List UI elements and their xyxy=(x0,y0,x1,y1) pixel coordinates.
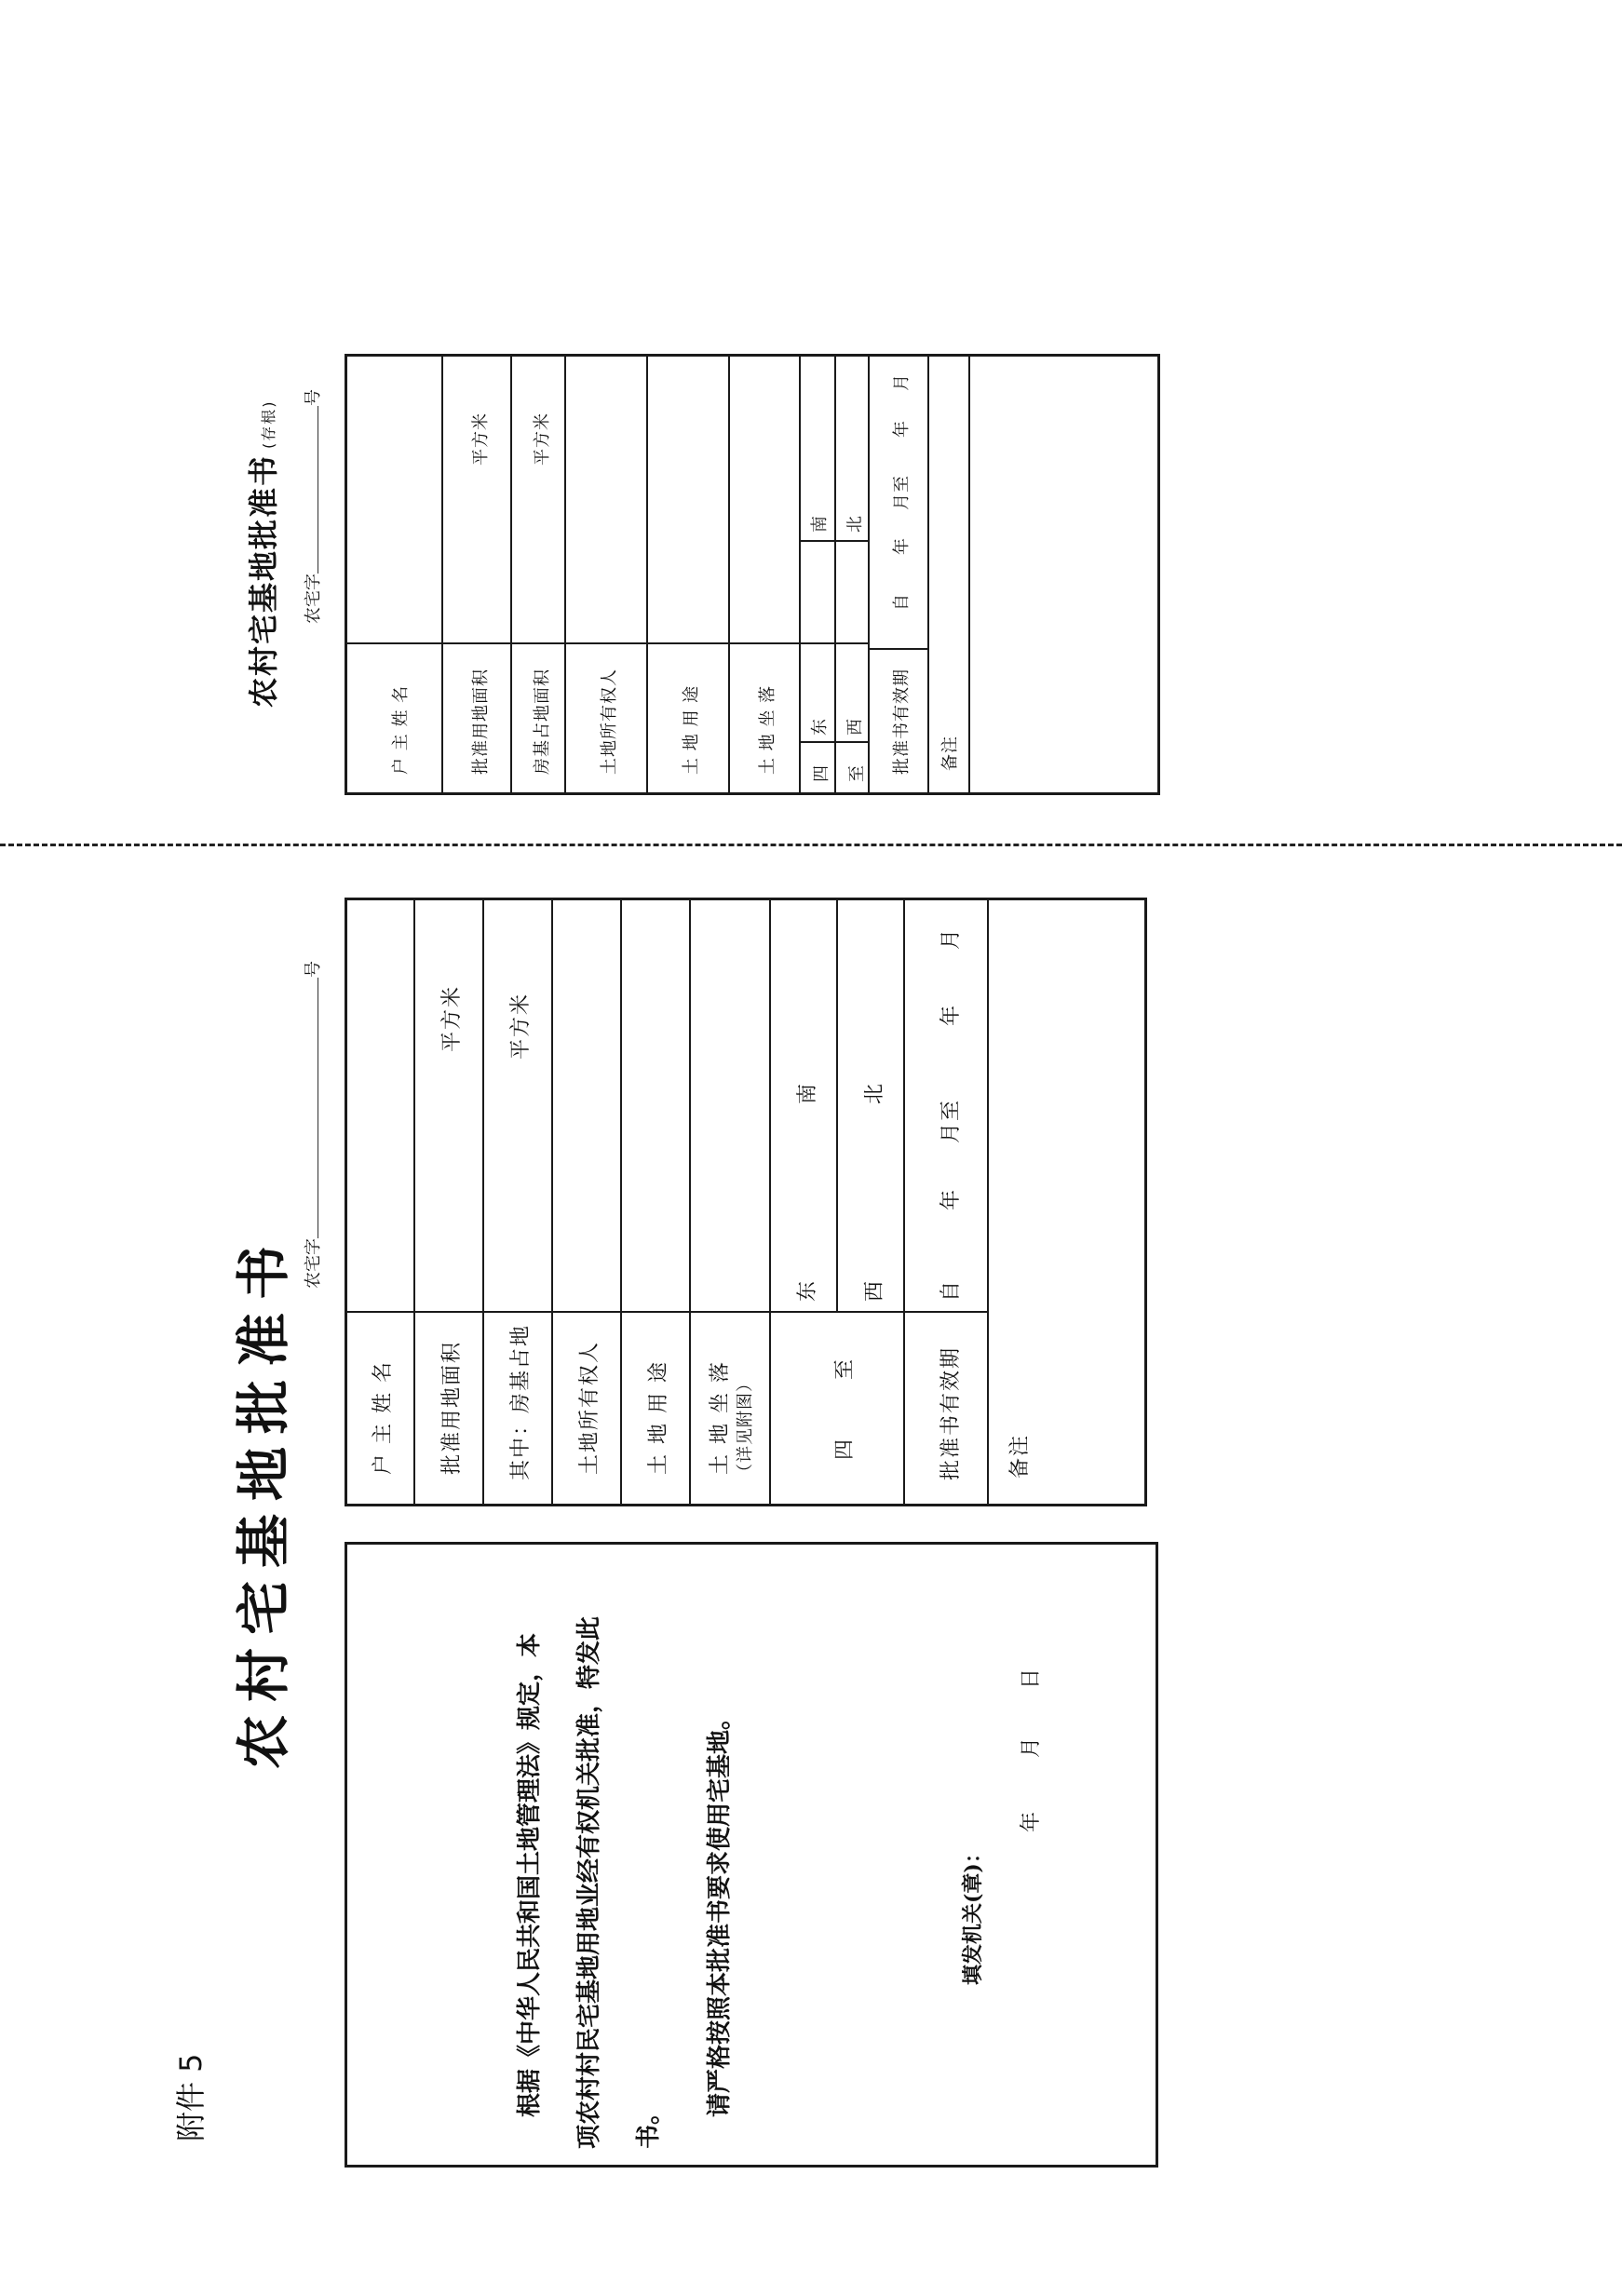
cut-line xyxy=(0,844,1622,846)
stub-bound-zhi: 至 xyxy=(847,764,867,782)
cert-validity-year2: 年 xyxy=(939,1003,963,1026)
cert-validity-month-to: 月至 xyxy=(939,1098,963,1143)
stub-validity-label: 批准书有效期 xyxy=(892,669,912,775)
cert-house-area-label: 其中：房基占地 xyxy=(509,1323,533,1480)
cert-body-line4: 请严格按照本批准书要求使用宅基地。 xyxy=(706,1705,734,2117)
stub-land-owner-label: 土地所有权人 xyxy=(600,669,619,775)
cert-validity-from: 自 xyxy=(939,1278,963,1302)
cert-owner-name-label: 户 主 姓 名 xyxy=(372,1360,395,1475)
cert-issuer-label: 填发机关(章)： xyxy=(961,1843,985,1985)
stub-owner-name-label: 户 主 姓 名 xyxy=(391,684,411,775)
stub-north: 北 xyxy=(845,515,865,533)
cert-land-use-label: 土 地 用 途 xyxy=(647,1360,670,1475)
cert-date-year: 年 xyxy=(1020,1811,1043,1832)
cert-land-owner-label: 土地所有权人 xyxy=(578,1340,601,1475)
stub-validity-month2: 月 xyxy=(892,373,912,391)
stub-south: 南 xyxy=(810,515,830,533)
stub-west: 西 xyxy=(845,718,865,736)
cert-house-area-unit: 平方米 xyxy=(509,992,533,1060)
stub-validity-year2: 年 xyxy=(892,420,912,438)
cert-north: 北 xyxy=(863,1081,886,1104)
stub-validity-month-to: 月至 xyxy=(892,475,912,510)
stub-location-label: 土 地 坐 落 xyxy=(758,684,777,775)
cert-location-note: （详见附图） xyxy=(736,1374,755,1480)
stub-validity-from: 自 xyxy=(892,593,912,611)
cert-west: 西 xyxy=(863,1278,886,1302)
cert-date-month: 月 xyxy=(1020,1736,1043,1758)
stub-title: 农村宅基地批准书(存根) xyxy=(246,399,281,708)
cert-number: 农宅字号 xyxy=(304,961,323,1289)
cert-body-line2: 项农村村民宅基地用地业经有权机关批准，特发此 xyxy=(575,1615,603,2149)
stub-east: 东 xyxy=(810,718,830,736)
cert-title: 农村宅基地批准书 xyxy=(232,1232,295,1769)
stub-house-area-unit: 平方米 xyxy=(533,412,552,466)
cert-validity-month2: 月 xyxy=(939,926,963,950)
stub-remarks-label: 备注 xyxy=(940,736,960,771)
cert-body-line1: 根据《中华人民共和国土地管理法》规定，本 xyxy=(516,1632,544,2117)
stub-house-area-label: 房基占地面积 xyxy=(533,669,552,775)
cert-validity-label: 批准书有效期 xyxy=(939,1345,963,1480)
attachment-label: 附件 5 xyxy=(173,2053,209,2141)
cert-bound-si: 四 xyxy=(833,1437,857,1460)
cert-body-line3: 书。 xyxy=(635,2100,663,2149)
cert-approved-area-label: 批准用地面积 xyxy=(440,1340,464,1475)
cert-body-box xyxy=(345,1542,1158,2168)
stub-number: 农宅字号 xyxy=(304,389,323,624)
cert-location-label: 土 地 坐 落 xyxy=(709,1360,732,1475)
cert-south: 南 xyxy=(796,1081,819,1104)
cert-approved-area-unit: 平方米 xyxy=(440,984,464,1052)
stub-approved-area-unit: 平方米 xyxy=(471,412,491,466)
cert-date-day: 日 xyxy=(1020,1668,1043,1689)
stub-land-use-label: 土 地 用 途 xyxy=(682,684,701,775)
stub-bound-si: 四 xyxy=(812,764,831,782)
cert-remarks-label: 备注 xyxy=(1008,1433,1032,1479)
cert-validity-year1: 年 xyxy=(939,1187,963,1210)
cert-east: 东 xyxy=(796,1278,819,1302)
stub-validity-year1: 年 xyxy=(892,537,912,555)
stub-approved-area-label: 批准用地面积 xyxy=(471,669,491,775)
cert-bound-zhi: 至 xyxy=(833,1357,857,1380)
